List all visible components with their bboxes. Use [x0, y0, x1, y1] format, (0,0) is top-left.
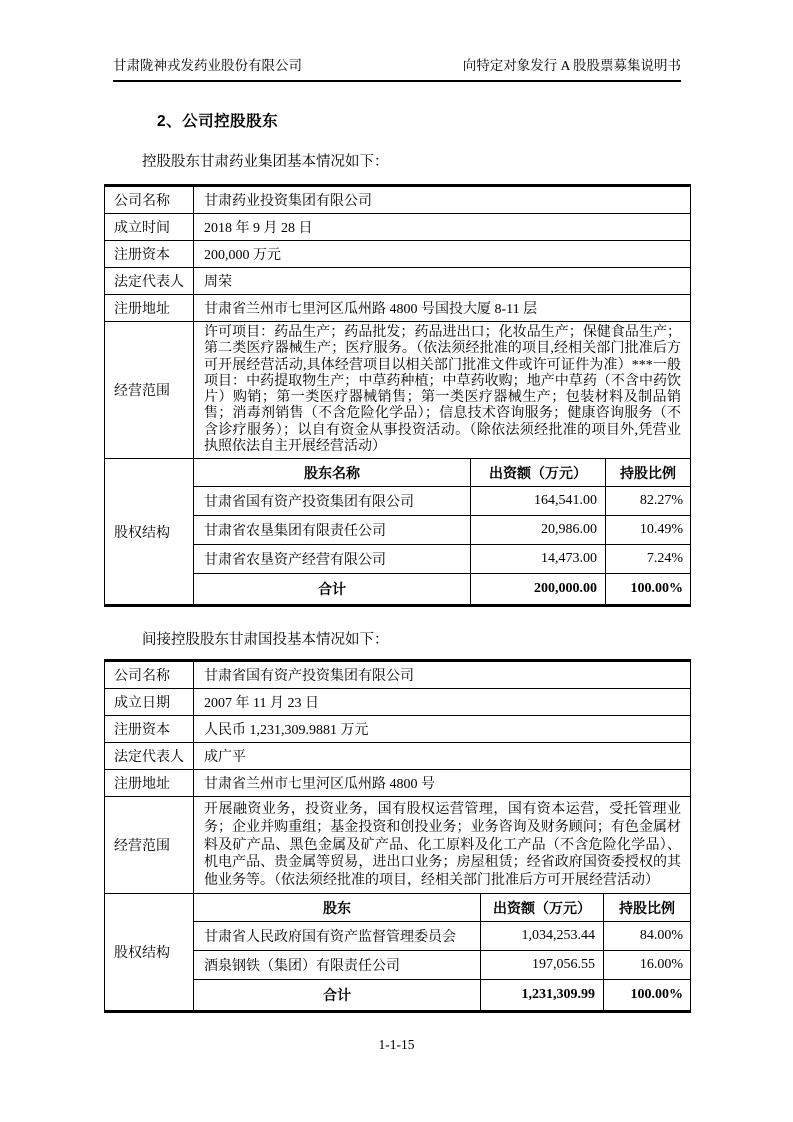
info-value-company-name: 甘肃省国有资产投资集团有限公司 — [194, 661, 691, 689]
equity-header-shareholder: 股东名称 — [194, 459, 471, 487]
equity-ratio: 10.49% — [606, 516, 691, 545]
info-value-legal-representative: 成广平 — [194, 743, 691, 770]
equity-contribution-amount: 20,986.00 — [471, 516, 606, 545]
table-row — [105, 268, 691, 295]
table-row — [105, 186, 691, 214]
page-number: 1-1-15 — [378, 1037, 415, 1052]
equity-total-label: 合计 — [194, 980, 481, 1012]
info-label-equity-structure: 股权结构 — [105, 459, 194, 606]
info-value-founding-date: 2018 年 9 月 28 日 — [194, 214, 691, 241]
intro-paragraph-1: 控股股东甘肃药业集团基本情况如下： — [142, 154, 389, 170]
intro-paragraph-2: 间接控股股东甘肃国投基本情况如下： — [142, 632, 389, 649]
table-row — [105, 770, 691, 797]
info-value-business-scope: 许可项目：药品生产；药品批发；药品进出口；化妆品生产；保健食品生产；第二类医疗器械生产；医疗服务。（依法须经批准的项目,经相关部门批准后方可开展经营活动,具体经营项目以相关部门批准文件或许可证件为准）***一般项目：中药提取物生产；中草药种植；中草药收购；地产中草药（不含中药饮片）购销；第一类医疗器械销售；第一类医疗器械生产；包装材料及制品销售；消毒剂销售（不含危险化学品）；信息技术咨询服务；健康咨询服务（不含诊疗服务）；以自有资金从事投资活动。（除依法须经批准的项目外,凭营业执照依法自主开展经营活动） — [194, 322, 691, 459]
info-label-founding-date: 成立时间 — [105, 214, 194, 241]
info-value-founding-date: 2007 年 11 月 23 日 — [194, 689, 691, 716]
equity-total-ratio: 100.00% — [606, 574, 691, 606]
equity-contribution-amount: 197,056.55 — [481, 951, 604, 980]
equity-total-amount: 200,000.00 — [471, 574, 606, 606]
equity-header-shareholder: 股东 — [194, 894, 481, 922]
info-label-legal-representative: 法定代表人 — [105, 743, 194, 770]
info-value-legal-representative: 周荣 — [194, 268, 691, 295]
equity-ratio: 16.00% — [604, 951, 691, 980]
equity-shareholder-name: 酒泉钢铁（集团）有限责任公司 — [194, 951, 481, 980]
header-document-title: 向特定对象发行 A 股股票募集说明书 — [462, 58, 681, 73]
info-label-registered-capital: 注册资本 — [105, 716, 194, 743]
equity-contribution-amount: 14,473.00 — [471, 545, 606, 574]
equity-ratio: 84.00% — [604, 922, 691, 951]
info-label-registered-capital: 注册资本 — [105, 241, 194, 268]
info-label-registered-address: 注册地址 — [105, 295, 194, 322]
info-label-company-name: 公司名称 — [105, 186, 194, 214]
equity-contribution-amount: 164,541.00 — [471, 487, 606, 516]
table-row — [105, 716, 691, 743]
table-row — [105, 295, 691, 322]
info-value-registered-capital: 200,000 万元 — [194, 241, 691, 268]
running-header — [113, 54, 681, 82]
table-row — [105, 894, 691, 922]
info-value-registered-address: 甘肃省兰州市七里河区瓜州路 4800 号 — [194, 770, 691, 797]
info-value-registered-capital: 人民币 1,231,309.9881 万元 — [194, 716, 691, 743]
table-row — [105, 661, 691, 689]
equity-contribution-amount: 1,034,253.44 — [481, 922, 604, 951]
equity-header-ratio: 持股比例 — [606, 459, 691, 487]
equity-total-label: 合计 — [194, 574, 471, 606]
equity-shareholder-name: 甘肃省国有资产投资集团有限公司 — [194, 487, 471, 516]
equity-shareholder-name: 甘肃省农垦集团有限责任公司 — [194, 516, 471, 545]
equity-shareholder-name: 甘肃省农垦资产经营有限公司 — [194, 545, 471, 574]
table-row — [105, 689, 691, 716]
info-label-business-scope: 经营范围 — [105, 797, 194, 894]
equity-shareholder-name: 甘肃省人民政府国有资产监督管理委员会 — [194, 922, 481, 951]
info-label-business-scope: 经营范围 — [105, 322, 194, 459]
table-row — [105, 459, 691, 487]
info-value-company-name: 甘肃药业投资集团有限公司 — [194, 186, 691, 214]
info-label-founding-date: 成立日期 — [105, 689, 194, 716]
header-company-name: 甘肃陇神戎发药业股份有限公司 — [113, 58, 302, 73]
info-label-registered-address: 注册地址 — [105, 770, 194, 797]
info-label-company-name: 公司名称 — [105, 661, 194, 689]
info-label-legal-representative: 法定代表人 — [105, 268, 194, 295]
table-row — [105, 322, 691, 459]
controlling-shareholder-table — [104, 184, 691, 607]
section-title: 2、公司控股股东 — [157, 113, 279, 130]
equity-ratio: 7.24% — [606, 545, 691, 574]
table-row — [105, 241, 691, 268]
equity-header-contribution: 出资额（万元） — [481, 894, 604, 922]
info-label-equity-structure: 股权结构 — [105, 894, 194, 1012]
info-value-business-scope: 开展融资业务，投资业务，国有股权运营管理，国有资本运营，受托管理业务；企业并购重组；基金投资和创投业务；业务咨询及财务顾问；有色金属材料及矿产品、黑色金属及矿产品、化工原料及化工产品（不含危险化学品）、机电产品、贵金属等贸易，进出口业务；房屋租赁；经省政府国资委授权的其他业务等。（依法须经批准的项目，经相关部门批准后方可开展经营活动） — [194, 797, 691, 894]
equity-ratio: 82.27% — [606, 487, 691, 516]
equity-total-ratio: 100.00% — [604, 980, 691, 1012]
table-row — [105, 743, 691, 770]
equity-header-contribution: 出资额（万元） — [471, 459, 606, 487]
table-row — [105, 797, 691, 894]
indirect-controlling-shareholder-table — [104, 659, 691, 1013]
info-value-registered-address: 甘肃省兰州市七里河区瓜州路 4800 号国投大厦 8-11 层 — [194, 295, 691, 322]
equity-total-amount: 1,231,309.99 — [481, 980, 604, 1012]
equity-header-ratio: 持股比例 — [604, 894, 691, 922]
table-row — [105, 214, 691, 241]
